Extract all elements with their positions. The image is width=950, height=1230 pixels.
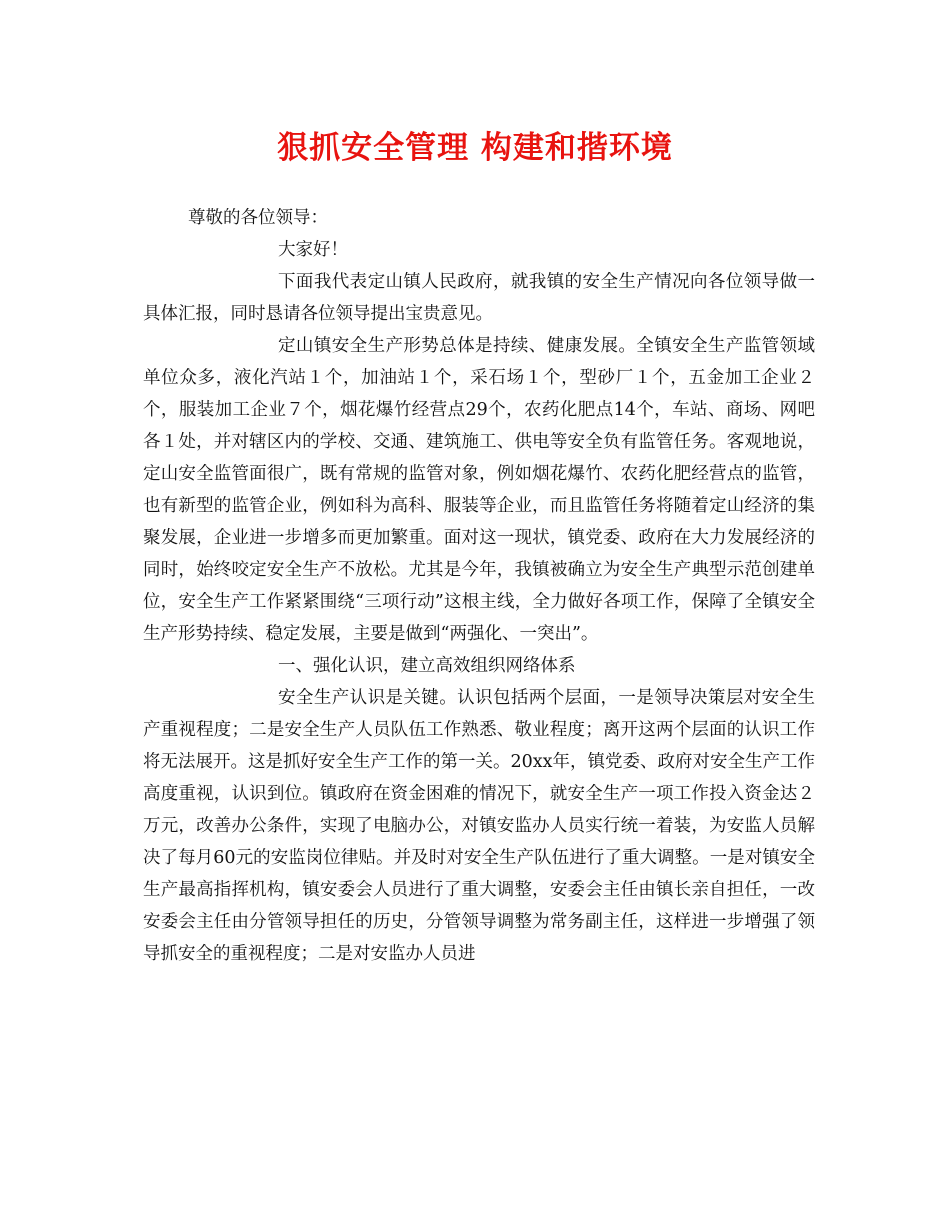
intro-paragraph: 下面我代表定山镇人民政府，就我镇的安全生产情况向各位领导做一具体汇报，同时恳请各位领导提出宝贵意见。 bbox=[143, 272, 815, 324]
document-body bbox=[143, 202, 815, 970]
salutation: 尊敬的各位领导： bbox=[188, 208, 328, 228]
section-paragraph: 安全生产认识是关键。认识包括两个层面，一是领导决策层对安全生产重视程度；二是安全生产人员队伍工作熟悉、敬业程度；离开这两个层面的认识工作将无法展开。这是抓好安全生产工作的第一关。20xx年，镇党委、政府对安全生产工作高度重视，认识到位。镇政府在资金困难的情况下，就安全生产一项工作投入资金达２万元，改善办公条件，实现了电脑办公，对镇安监办人员实行统一着装，为安监人员解决了每月60元的安监岗位律贴。并及时对安全生产队伍进行了重大调整。一是对镇安全生产最高指挥机构，镇安委会人员进行了重大调整，安委会主任由镇长亲自担任，一改安委会主任由分管领导担任的历史，分管领导调整为常务副主任，这样进一步增强了领导抓安全的重视程度；二是对安监办人员进 bbox=[143, 688, 816, 964]
overview-paragraph: 定山镇安全生产形势总体是持续、健康发展。全镇安全生产监管领域单位众多，液化汽站１个，加油站１个，采石场１个，型砂厂１个，五金加工企业２个，服装加工企业７个，烟花爆竹经营点29个，农药化肥点14个，车站、商场、网吧各１处，并对辖区内的学校、交通、建筑施工、供电等安全负有监管任务。客观地说，定山安全监管面很广，既有常规的监管对象，例如烟花爆竹、农药化肥经营点的监管，也有新型的监管企业，例如科为高科、服装等企业，而且监管任务将随着定山经济的集聚发展，企业进一步增多而更加繁重。面对这一现状，镇党委、政府在大力发展经济的同时，始终咬定安全生产不放松。尤其是今年，我镇被确立为安全生产典型示范创建单位，安全生产工作紧紧围绕“三项行动”这根主线，全力做好各项工作，保障了全镇安全生产形势持续、稳定发展，主要是做到“两强化、一突出”。 bbox=[143, 336, 815, 644]
section-heading: 一、强化认识，建立高效组织网络体系 bbox=[278, 656, 576, 676]
document-title: 狠抓安全管理 构建和揩环境 bbox=[277, 130, 673, 166]
greeting-paragraph: 大家好！ bbox=[278, 240, 348, 260]
